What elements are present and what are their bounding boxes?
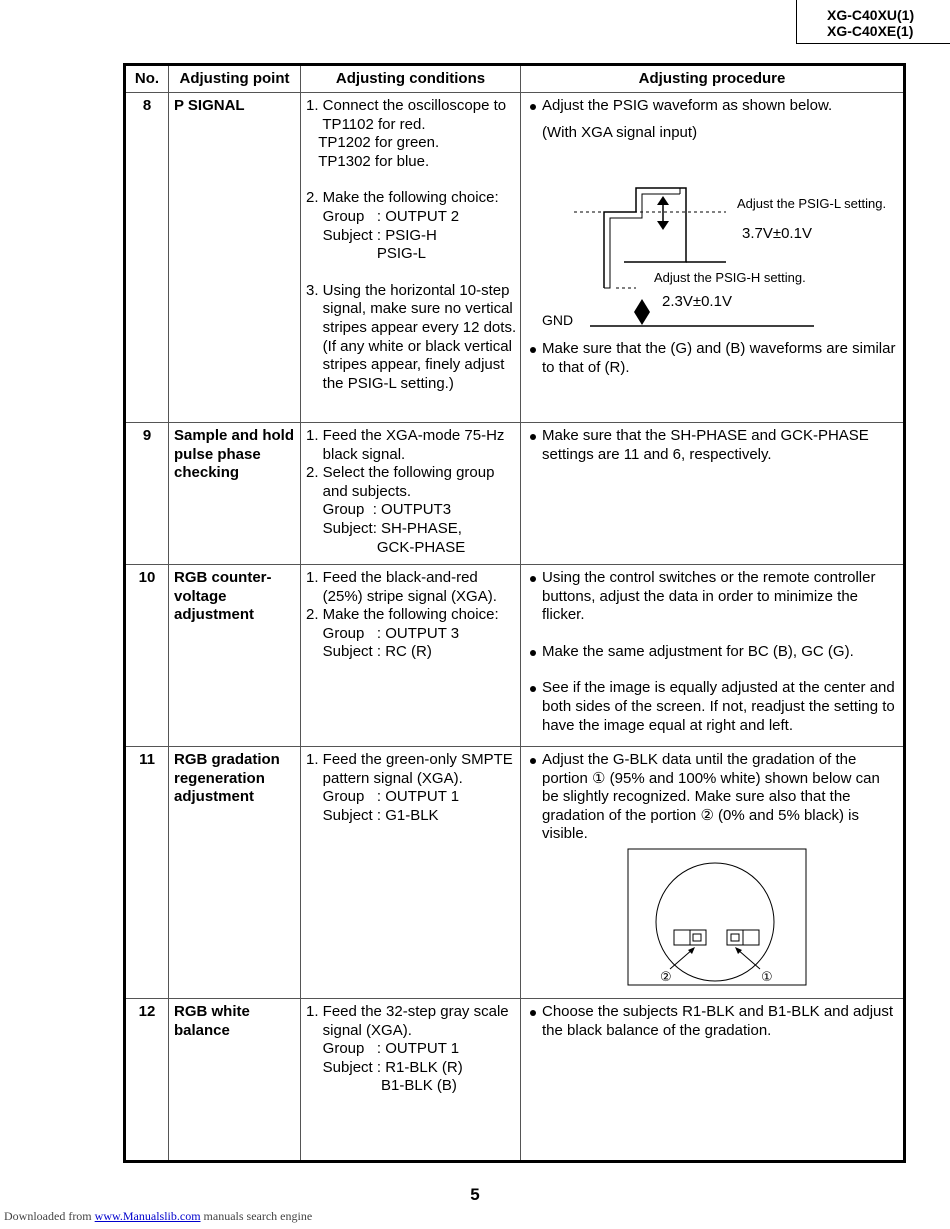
header-adjusting-conditions: Adjusting conditions: [301, 65, 521, 93]
table-row: [125, 423, 905, 565]
procedure-bullet: Adjust the PSIG waveform as shown below.: [526, 97, 898, 116]
row-number: 10: [125, 565, 169, 747]
condition-line: TP1202 for green.: [306, 134, 440, 152]
condition-line: signal, make sure no vertical: [306, 300, 513, 318]
row-number: 8: [125, 93, 169, 423]
manualslib-link[interactable]: www.Manualslib.com: [94, 1209, 201, 1223]
adjusting-procedure: [521, 565, 905, 747]
condition-line: 1. Connect the oscilloscope to: [306, 97, 507, 114]
condition-line: (25%) stripe signal (XGA).: [306, 587, 497, 605]
psig-waveform-diagram: [526, 142, 896, 332]
psig-low-value: 2.3V±0.1V: [662, 293, 732, 311]
model-number-2: XG-C40XE(1): [827, 23, 914, 39]
condition-line: Subject : G1-BLK: [306, 806, 439, 824]
condition-line: signal (XGA).: [306, 1021, 412, 1039]
psig-high-value: 3.7V±0.1V: [742, 225, 812, 243]
condition-line: 1. Feed the 32-step gray scale: [306, 1003, 509, 1020]
condition-line: Subject: SH-PHASE,: [306, 519, 462, 537]
procedure-bullet: Make sure that the SH-PHASE and GCK-PHASE settings are 11 and 6, respectively.: [526, 427, 898, 464]
condition-line: Group : OUTPUT 2: [306, 207, 460, 225]
condition-line: black signal.: [306, 445, 406, 463]
adjusting-point: Sample and hold pulse phase checking: [169, 423, 301, 565]
condition-line: Group : OUTPUT 1: [306, 788, 460, 806]
adjusting-conditions: [301, 93, 521, 423]
model-number-box: [796, 0, 950, 44]
header-adjusting-point: Adjusting point: [169, 65, 301, 93]
condition-line: TP1302 for blue.: [306, 152, 430, 170]
adjusting-point: RGB gradation regeneration adjustment: [169, 747, 301, 999]
condition-line: 3. Using the horizontal 10-step: [306, 281, 510, 299]
condition-line: B1-BLK (B): [306, 1077, 457, 1095]
row-number: 11: [125, 747, 169, 999]
adjusting-conditions: [301, 747, 521, 999]
adjusting-procedure: [521, 747, 905, 999]
table-header-row: [125, 65, 905, 93]
portion-1-label: ①: [761, 969, 773, 985]
model-number-1: XG-C40XU(1): [827, 7, 915, 23]
table-row: [125, 999, 905, 1162]
condition-line: Subject : R1-BLK (R): [306, 1058, 463, 1076]
adjusting-conditions: [301, 565, 521, 747]
procedure-note: (With XGA signal input): [542, 123, 698, 141]
download-suffix: manuals search engine: [200, 1209, 313, 1223]
procedure-bullet: Make the same adjustment for BC (B), GC (G).: [526, 643, 898, 662]
procedure-bullet: Choose the subjects R1-BLK and B1-BLK and adjust the black balance of the gradation.: [526, 1003, 898, 1040]
condition-line: 2. Make the following choice:: [306, 606, 499, 624]
adjusting-point: RGB white balance: [169, 999, 301, 1162]
psig-l-label: Adjust the PSIG-L setting.: [737, 196, 887, 212]
adjusting-procedure: [521, 999, 905, 1162]
condition-line: and subjects.: [306, 482, 412, 500]
procedure-bullet: Adjust the G-BLK data until the gradation of the portion ① (95% and 100% white) shown below can be slightly recognized. Make sure also that the gradation of the portion ② (0% and 5% black) is visible.: [526, 751, 898, 844]
adjusting-conditions: [301, 423, 521, 565]
adjusting-conditions: [301, 999, 521, 1162]
row-number: 9: [125, 423, 169, 565]
gnd-label: GND: [542, 312, 574, 329]
adjusting-point: RGB counter-voltage adjustment: [169, 565, 301, 747]
condition-line: 1. Feed the green-only SMPTE: [306, 751, 513, 768]
adjusting-point: P SIGNAL: [169, 93, 301, 423]
adjustment-table: [123, 63, 906, 1163]
condition-line: stripes appear every 12 dots.: [306, 318, 517, 336]
condition-line: TP1102 for red.: [306, 115, 426, 133]
condition-line: GCK-PHASE: [306, 538, 466, 556]
condition-line: 2. Make the following choice:: [306, 189, 499, 207]
condition-line: pattern signal (XGA).: [306, 769, 463, 787]
header-no: No.: [125, 65, 169, 93]
procedure-bullet: See if the image is equally adjusted at the center and both sides of the screen. If not, readjust the setting to have the image equal at right and left.: [526, 679, 898, 735]
gradation-diagram: [526, 848, 896, 988]
header-adjusting-procedure: Adjusting procedure: [521, 65, 905, 93]
table-row: [125, 565, 905, 747]
table-row: [125, 747, 905, 999]
procedure-bullet: Using the control switches or the remote controller buttons, adjust the data in order to minimize the flicker.: [526, 569, 898, 625]
condition-line: Group : OUTPUT 1: [306, 1040, 460, 1058]
condition-line: 2. Select the following group: [306, 464, 495, 482]
condition-line: (If any white or black vertical: [306, 337, 512, 355]
procedure-bullet: Make sure that the (G) and (B) waveforms are similar to that of (R).: [526, 340, 898, 377]
portion-2-label: ②: [660, 969, 672, 985]
download-footer: [4, 1209, 312, 1224]
condition-line: Group : OUTPUT 3: [306, 624, 460, 642]
download-prefix: Downloaded from: [4, 1209, 95, 1223]
adjusting-procedure: [521, 93, 905, 423]
adjusting-procedure: [521, 423, 905, 565]
condition-line: Subject : RC (R): [306, 643, 432, 661]
condition-line: stripes appear, finely adjust: [306, 356, 505, 374]
condition-line: PSIG-L: [306, 245, 427, 263]
psig-h-label: Adjust the PSIG-H setting.: [654, 270, 806, 286]
page-number: 5: [470, 1185, 480, 1204]
table-row: [125, 93, 905, 423]
condition-line: Subject : PSIG-H: [306, 226, 437, 244]
row-number: 12: [125, 999, 169, 1162]
condition-line: Group : OUTPUT3: [306, 501, 452, 519]
condition-line: 1. Feed the black-and-red: [306, 569, 478, 586]
condition-line: the PSIG-L setting.): [306, 374, 454, 392]
condition-line: 1. Feed the XGA-mode 75-Hz: [306, 427, 505, 444]
